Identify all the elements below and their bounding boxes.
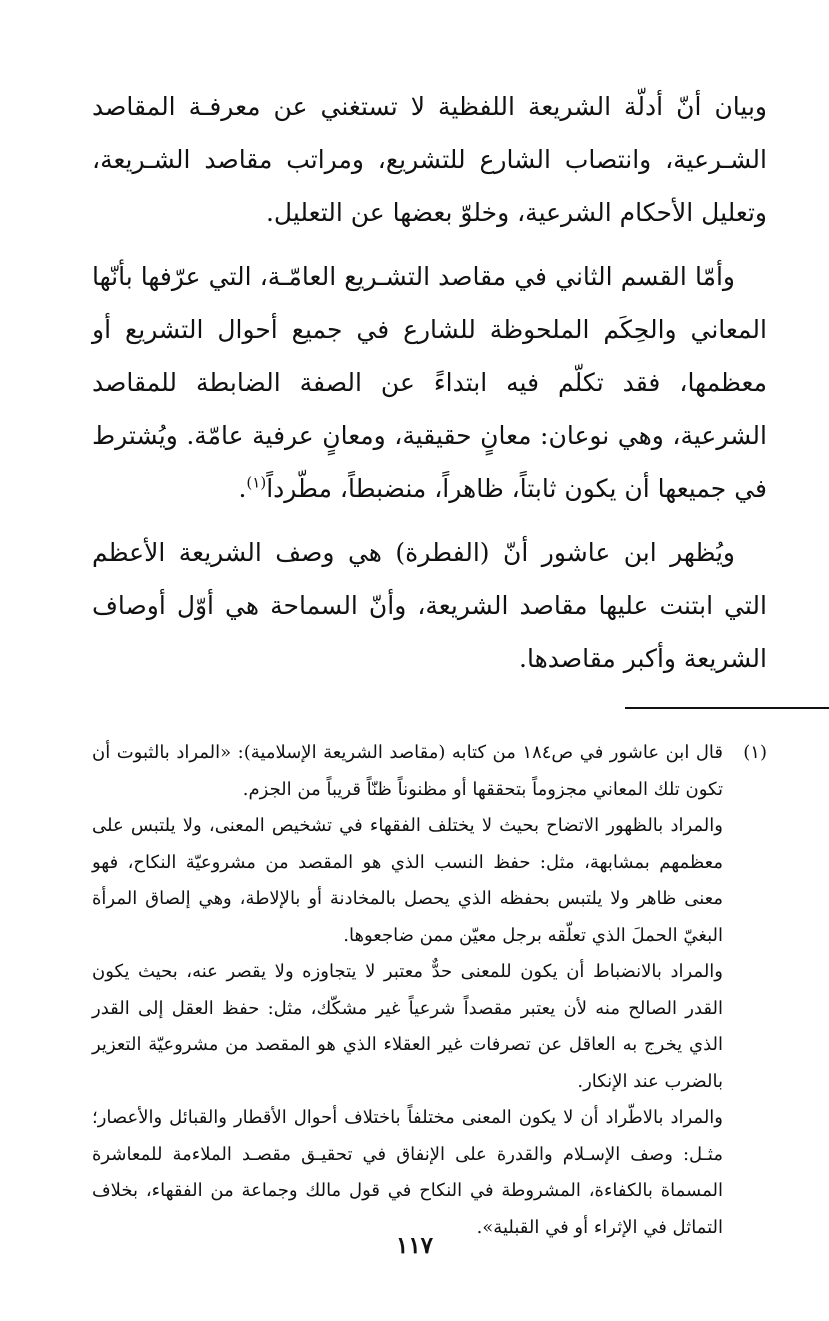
footnote-paragraph: والمراد بالاطّراد أن لا يكون المعنى مختلفاً باختلاف أحوال الأقطار والقبائل والأعصار؛ مثـل: وصف الإسـلام والقدرة على الإنفاق في تحقيـق مقصـد الملاءمة للمعاشرة المسماة بالكفاءة، المشروطة في النكاح في قول مالك وجماعة من الفقهاء، بخلاف التماثل في الإثراء أو في القبلية». [92,1107,723,1238]
paragraph-3: ويُظهر ابن عاشور أنّ (الفطرة) هي وصف الشريعة الأعظم التي ابتنت عليها مقاصد الشريعة، وأنّ السماحة هي أوّل أوصاف الشريعة وأكبر مقاصدها. [92,538,767,673]
footnote-paragraph: والمراد بالانضباط أن يكون للمعنى حدٌّ معتبر لا يتجاوزه ولا يقصر عنه، بحيث يكون القدر الصالح منه لأن يعتبر مقصداً شرعياً غير مشكّك، مثل: حفظ العقل إلى القدر الذي يخرج به العاقل عن تصرفات غير العقلاء الذي هو المقصد من مشروعيّة التعزير بالضرب عند الإنكار. [92,961,724,1092]
main-text [92,80,767,685]
footnote-number: (١) [743,742,767,763]
footnote-paragraph: والمراد بالظهور الاتضاح بحيث لا يختلف الفقهاء في تشخيص المعنى، ولا يلتبس على معظمهم بمشابهة، مثل: حفظ النسب الذي هو المقصد من مشروعيّة النكاح، فهو معنى ظاهر ولا يلتبس بحفظه الذي يحصل بالمخادنة أو بالإلاطة، وهي إلصاق المرأة البغيّ الحملَ الذي تعلّقه برجل معيّن ممن ضاجعوها. [92,815,723,946]
footnote-1 [92,735,767,1246]
page-number: ١١٧ [395,1232,434,1259]
footnote-body [92,735,723,1246]
paragraph-2-text: وأمّا القسم الثاني في مقاصد التشـريع العامّـة، التي عرّفها بأنّها المعاني والحِكَم الملحوظة للشارع في جميع أحوال التشريع أو معظمها، فقد تكلّم فيه ابتداءً عن الصفة الضابطة للمقاصد الشرعية، وهي نوعان: معانٍ حقيقية، ومعانٍ عرفية عامّة. ويُشترط في جميعها أن يكون ثابتاً، ظاهراً، منضبطاً، مطّرداً [92,262,767,503]
footnote-paragraph: قال ابن عاشور في ص١٨٤ من كتابه (مقاصد الشريعة الإسلامية): «المراد بالثبوت أن تكون تلك المعاني مجزوماً بتحققها أو مظنوناً ظنّاً قريباً من الجزم. [92,742,723,800]
paragraph-2-end: . [238,474,247,503]
footnotes [92,735,767,1246]
footnote-reference[interactable]: (١) [246,473,267,492]
paragraph-1: وبيان أنّ أدلّة الشريعة اللفظية لا تستغني عن معرفـة المقاصد الشـرعية، وانتصاب الشارع للتشريع، ومراتب مقاصد الشـريعة، وتعليل الأحكام الشرعية، وخلوّ بعضها عن التعليل. [92,92,767,227]
footnote-separator [625,707,829,709]
footnote-separator-wrap [92,707,767,709]
paragraph-2 [92,250,767,515]
